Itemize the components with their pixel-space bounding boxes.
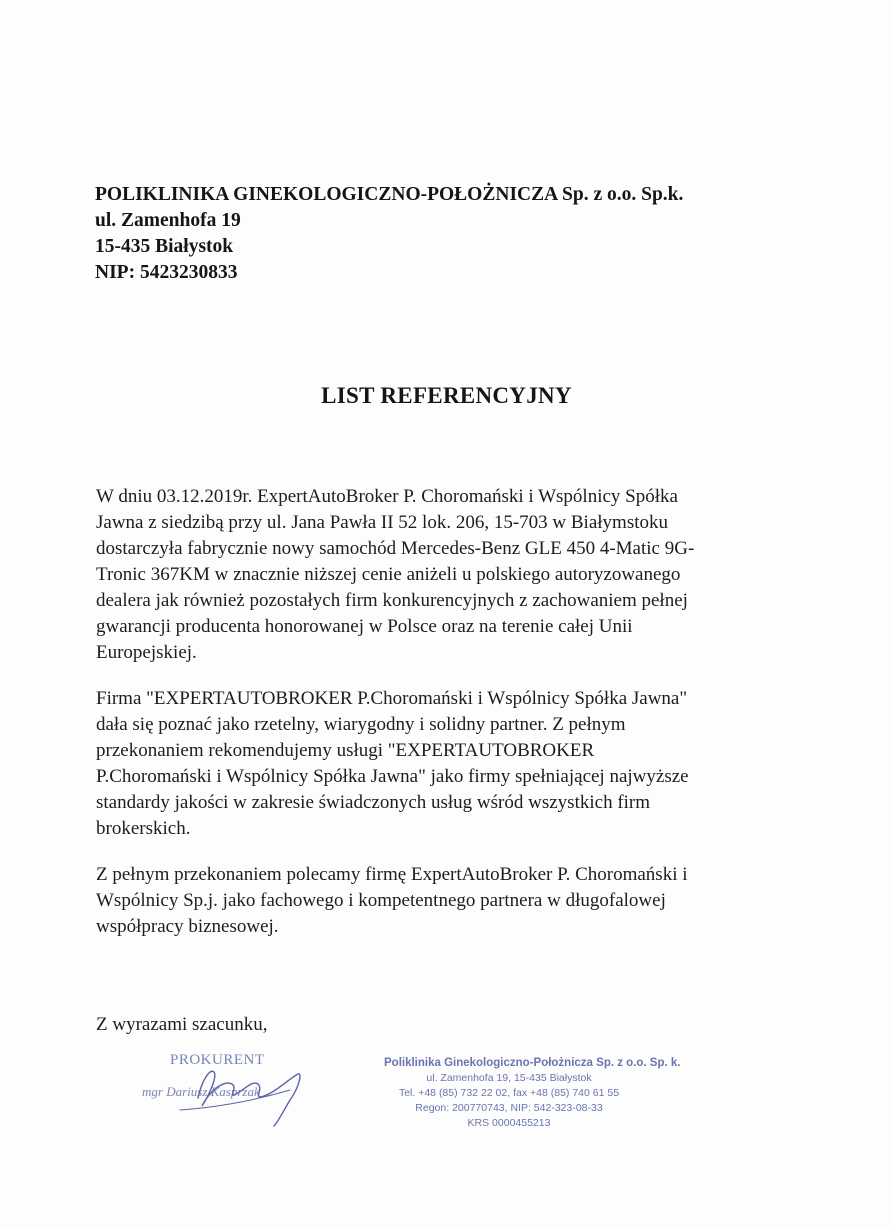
company-stamp bbox=[384, 1056, 681, 1131]
paragraph-line: Jawna z siedzibą przy ul. Jana Pawła II 52 lok. 206, 15-703 w Białymstoku bbox=[96, 512, 668, 533]
paragraph-line: brokerskich. bbox=[96, 818, 191, 839]
paragraph-line: Z pełnym przekonaniem polecamy firmę ExpertAutoBroker P. Choromański i bbox=[96, 864, 688, 885]
paragraph-3 bbox=[96, 862, 796, 940]
paragraph-line: dealera jak również pozostałych firm konkurencyjnych z zachowaniem pełnej bbox=[96, 590, 688, 611]
paragraph-2 bbox=[96, 686, 796, 842]
paragraph-line: Firma "EXPERTAUTOBROKER P.Choromański i Wspólnicy Spółka Jawna" bbox=[96, 688, 688, 709]
paragraph-line: Europejskiej. bbox=[96, 642, 197, 663]
stamp-company-name: Poliklinika Ginekologiczno-Położnicza Sp. z o.o. Sp. k. bbox=[384, 1057, 681, 1069]
paragraph-line: gwarancji producenta honorowanej w Polsce oraz na terenie całej Unii bbox=[96, 616, 633, 637]
paragraph-line: Wspólnicy Sp.j. jako fachowego i kompetentnego partnera w długofalowej bbox=[96, 890, 666, 911]
stamp-krs: KRS 0000455213 bbox=[467, 1117, 551, 1129]
signature-role: PROKURENT bbox=[170, 1052, 265, 1068]
document-title: LIST REFERENCYJNY bbox=[321, 383, 572, 408]
paragraph-1 bbox=[96, 484, 796, 666]
stamp-regon: Regon: 200770743, NIP: 542-323-08-33 bbox=[415, 1102, 603, 1114]
company-nip: NIP: 5423230833 bbox=[95, 262, 238, 283]
paragraph-line: standardy jakości w zakresie świadczonych usług wśród wszystkich firm bbox=[96, 792, 651, 813]
company-street: ul. Zamenhofa 19 bbox=[95, 210, 241, 231]
paragraph-line: W dniu 03.12.2019r. ExpertAutoBroker P. Choromański i Wspólnicy Spółka bbox=[96, 486, 678, 507]
signature-name: mgr Dariusz Kasprzak bbox=[142, 1084, 260, 1099]
handwritten-signature bbox=[140, 1050, 320, 1130]
paragraph-line: P.Choromański i Wspólnicy Spółka Jawna" jako firmy spełniającej najwyższe bbox=[96, 766, 689, 787]
stamp-address: ul. Zamenhofa 19, 15-435 Białystok bbox=[426, 1072, 592, 1084]
paragraph-line: współpracy biznesowej. bbox=[96, 916, 279, 937]
paragraph-line: dała się poznać jako rzetelny, wiarygodny i solidny partner. Z pełnym bbox=[96, 714, 626, 735]
stamp-phone: Tel. +48 (85) 732 22 02, fax +48 (85) 740 61 55 bbox=[398, 1087, 620, 1099]
signature-stamp bbox=[140, 1050, 320, 1130]
paragraph-line: przekonaniem rekomendujemy usługi "EXPERTAUTOBROKER bbox=[96, 740, 595, 761]
paragraph-line: Tronic 367KM w znacznie niższej cenie aniżeli u polskiego autoryzowanego bbox=[96, 564, 681, 585]
closing-salutation: Z wyrazami szacunku, bbox=[96, 1014, 268, 1035]
letterhead bbox=[95, 182, 683, 286]
company-city: 15-435 Białystok bbox=[95, 236, 234, 257]
paragraph-line: dostarczyła fabrycznie nowy samochód Mercedes-Benz GLE 450 4-Matic 9G- bbox=[96, 538, 695, 559]
company-name: POLIKLINIKA GINEKOLOGICZNO-POŁOŻNICZA Sp. z o.o. Sp.k. bbox=[95, 184, 684, 205]
